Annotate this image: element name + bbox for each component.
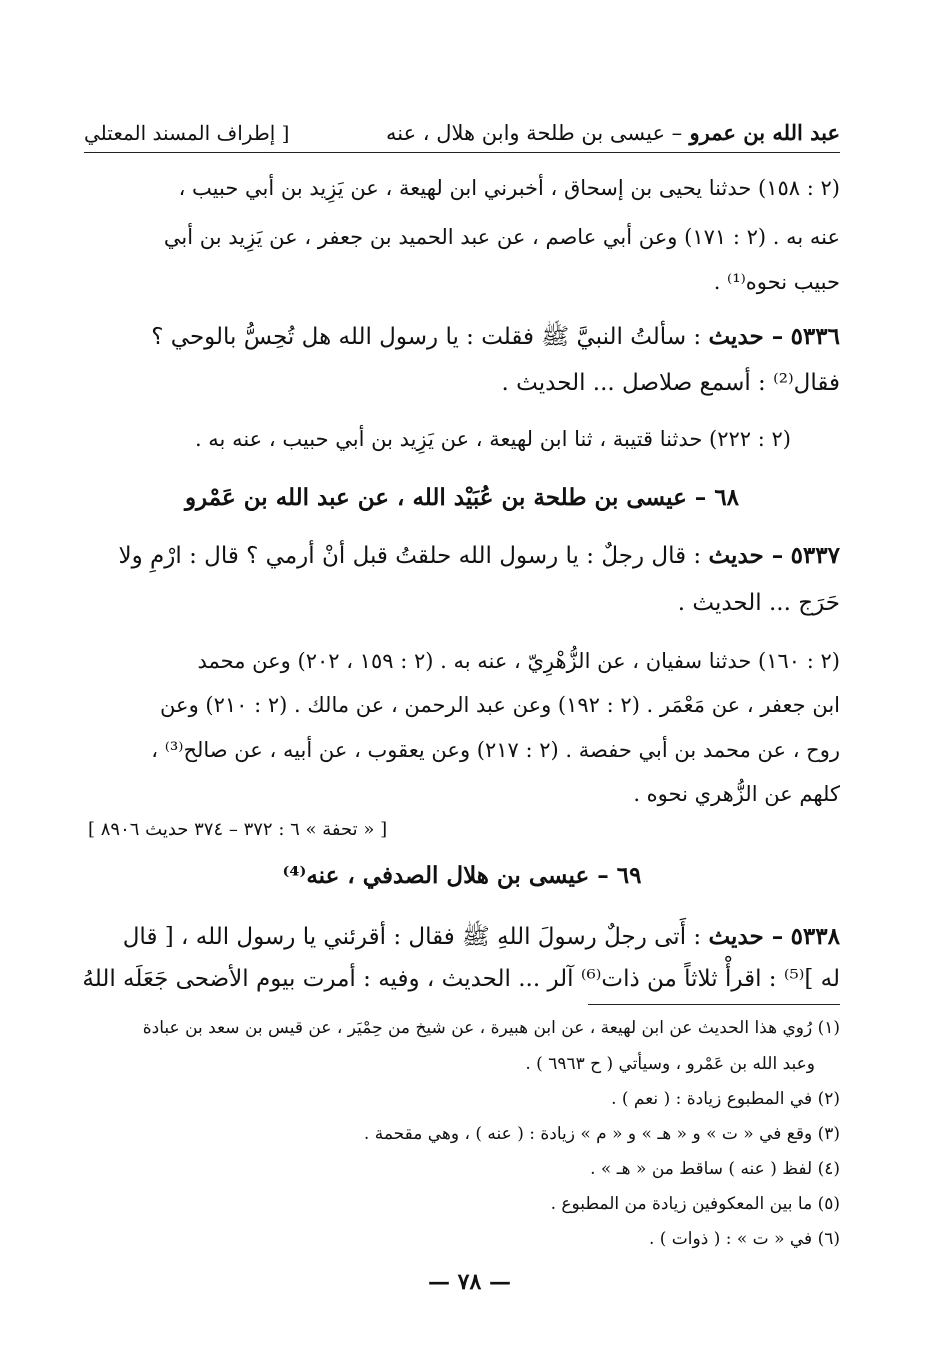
- para3-line3: روح ، عن محمد بن أبي حفصة . (٢ : ٢١٧) وعن يعقوب ، عن أبيه ، عن صالح⁽³⁾ ،: [151, 738, 840, 762]
- footnote-2: (٢) في المطبوع زيادة : ( نعم ) .: [611, 1089, 840, 1109]
- running-header: [84, 112, 840, 153]
- tuhfa-reference: [ « تحفة » ٦ : ٣٧٢ – ٣٧٤ حديث ٨٩٠٦ ]: [88, 819, 388, 840]
- para1-line2: عنه به . (٢ : ١٧١) وعن أبي عاصم ، عن عبد الحميد بن جعفر ، عن يَزِيد بن أبي: [163, 225, 840, 249]
- page-number: — ٧٨ —: [428, 1269, 511, 1295]
- footnote-separator: [588, 1004, 840, 1005]
- para1-line1: (٢ : ١٥٨) حدثنا يحيى بن إسحاق ، أخبرني ابن لهيعة ، عن يَزِيد بن أبي حبيب ،: [178, 176, 840, 200]
- header-chapter: عبد الله بن عمرو: [689, 120, 840, 145]
- hadith-5337-line2: حَرَج ... الحديث .: [677, 590, 840, 616]
- hadith-text: : سألتُ النبيَّ ﷺ فقلت : يا رسول الله هل تُحِسُّ بالوحي ؟: [151, 324, 702, 350]
- para3-line1: (٢ : ١٦٠) حدثنا سفيان ، عن الزُّهْرِيّ ، عنه به . (٢ : ١٥٩ ، ٢٠٢) وعن محمد: [197, 649, 840, 673]
- para3-line4: كلهم عن الزُّهري نحوه .: [633, 782, 840, 806]
- para3-line2: ابن جعفر ، عن مَعْمَر . (٢ : ١٩٢) وعن عبد الرحمن ، عن مالك . (٢ : ٢١٠) وعن: [160, 693, 840, 717]
- hadith-5336: [85, 322, 840, 356]
- footnote-4: (٤) لفظ ( عنه ) ساقط من « هـ » .: [590, 1159, 840, 1179]
- header-book-title: [ إطراف المسند المعتلي: [84, 121, 290, 145]
- hadith-text: : قال رجلٌ : يا رسول الله حلقتُ قبل أنْ أرمي ؟ قال : ارْمِ ولا: [118, 543, 702, 569]
- hadith-label: – حديث: [708, 542, 784, 569]
- footnote-1: (١) رُوي هذا الحديث عن ابن لهيعة ، عن ابن هبيرة ، عن شيخ من حِمْيَر ، عن قيس بن سعد بن عبادة: [142, 1018, 840, 1038]
- hadith-5336-line2: فقال⁽²⁾ : أسمع صلاصل ... الحديث .: [501, 370, 840, 396]
- footnote-1-cont: وعبد الله بن عَمْرو ، وسيأتي ( ح ٦٩٦٣ ) .: [525, 1054, 815, 1074]
- header-subtitle: – عيسى بن طلحة وابن هلال ، عنه: [385, 121, 683, 145]
- footnote-5: (٥) ما بين المعكوفين زيادة من المطبوع .: [550, 1194, 840, 1214]
- para1-line3: حبيب نحوه⁽¹⁾ .: [713, 270, 840, 294]
- hadith-number: ٥٣٣٧: [790, 542, 840, 569]
- footnote-3: (٣) وقع في « ت » و « هـ » و « م » زيادة : ( عنه ) ، وهي مقحمة .: [363, 1124, 840, 1144]
- hadith-number: ٥٣٣٦: [790, 323, 840, 350]
- footnote-6: (٦) في « ت » : ( ذوات ) .: [648, 1229, 840, 1249]
- section-heading-69: ٦٩ – عيسى بن هلال الصدفي ، عنه⁽⁴⁾: [282, 862, 642, 889]
- hadith-label: – حديث: [708, 323, 784, 350]
- hadith-5338-line2: له ]⁽⁵⁾ : اقرأْ ثلاثاً من ذات⁽⁶⁾ آلر ... الحديث ، وفيه : أمرت بيوم الأضحى جَعَلَه اللهُ: [82, 966, 840, 992]
- section-heading-68: ٦٨ – عيسى بن طلحة بن عُبَيْد الله ، عن عبد الله بن عَمْرو: [184, 484, 740, 511]
- hadith-number: ٥٣٣٨: [790, 923, 840, 950]
- header-right: [386, 120, 840, 145]
- hadith-5337: [85, 542, 840, 569]
- hadith-text: : أَتى رجلٌ رسولَ اللهِ ﷺ فقال : أقرئني يا رسول الله ، [ قال: [122, 924, 702, 950]
- hadith-5338: [85, 922, 840, 956]
- hadith-label: – حديث: [708, 923, 784, 950]
- para2-line1: (٢ : ٢٢٢) حدثنا قتيبة ، ثنا ابن لهيعة ، عن يَزِيد بن أبي حبيب ، عنه به .: [194, 427, 791, 451]
